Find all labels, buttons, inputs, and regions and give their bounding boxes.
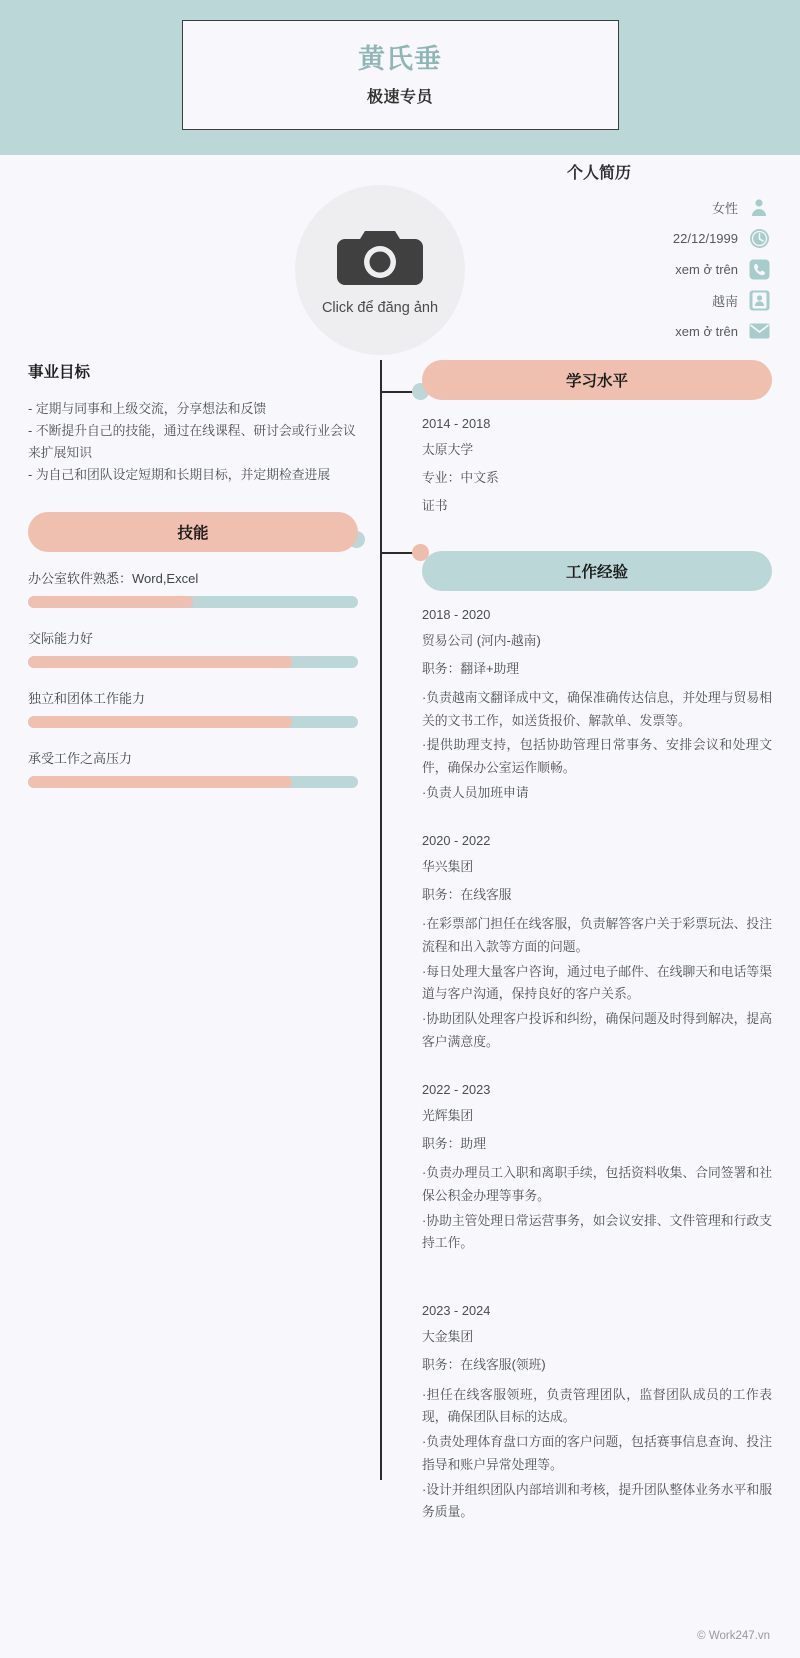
info-row-gender (470, 197, 770, 217)
experience-bullet: ·负责人员加班申请 (422, 785, 529, 800)
personal-info-block (470, 160, 770, 352)
experience-company: 华兴集团 (422, 858, 474, 874)
experience-bullet: ·协助主管处理日常运营事务，如会议安排、文件管理和行政支持工作。 (422, 1212, 772, 1251)
experience-company: 大金集团 (422, 1329, 474, 1345)
name-box (182, 20, 619, 130)
skill-label: 交际能力好 (28, 631, 94, 646)
timeline-axis (380, 360, 382, 1480)
info-row-phone (470, 259, 770, 279)
education-date: 2014 - 2018 (422, 416, 491, 431)
skill-bar-track (28, 656, 358, 668)
personal-info-heading: 个人简历 (566, 165, 631, 182)
skills-section-header: 技能 (28, 512, 358, 552)
info-row-nationality (470, 290, 770, 310)
experience-date: 2023 - 2024 (422, 1303, 491, 1319)
header-banner (0, 0, 800, 155)
experience-position: 职务：助理 (422, 1135, 486, 1151)
career-objective-line: - 不断提升自己的技能，通过在线课程、研讨会或行业会议来扩展知识 (28, 423, 356, 460)
contact-card-icon (748, 289, 770, 311)
info-row-email (470, 321, 770, 341)
skill-label: 独立和团体工作能力 (28, 691, 146, 706)
experience-entry (422, 1303, 772, 1524)
info-value-gender: 女性 (711, 200, 738, 216)
footer-credit: © Work247.vn (697, 1630, 770, 1642)
experience-position: 职务：在线客服(领班) (422, 1357, 546, 1373)
info-value-phone: xem ở trên (675, 261, 738, 277)
clock-icon (748, 227, 770, 249)
skill-item (28, 628, 358, 668)
skill-bar-fill (28, 776, 292, 788)
skill-label: 办公室软件熟悉：Word,Excel (28, 571, 199, 586)
education-certificate: 证书 (422, 498, 448, 514)
education-section-header: 学习水平 (422, 360, 772, 400)
education-major: 专业：中文系 (422, 470, 499, 486)
experience-bullet: ·负责越南文翻译成中文，确保准确传达信息，并处理与贸易相关的文书工作，如送货报价、解款单、发票等。 (422, 689, 772, 728)
education-school: 太原大学 (422, 442, 474, 457)
candidate-name: 黄氏垂 (358, 43, 442, 74)
experience-bullet: ·担任在线客服领班，负责管理团队，监督团队成员的工作表现，确保团队目标的达成。 (422, 1386, 772, 1425)
envelope-icon (748, 320, 770, 342)
camera-icon (337, 225, 423, 296)
experience-bullet: ·协助团队处理客户投诉和纠纷，确保问题及时得到解决，提高客户满意度。 (422, 1011, 772, 1049)
experience-bullet: ·提供助理支持，包括协助管理日常事务、安排会议和处理文件，确保办公室运作顺畅。 (422, 737, 772, 776)
experience-section-header: 工作经验 (422, 551, 772, 591)
skill-bar-fill (28, 596, 193, 608)
experience-entry (422, 607, 772, 805)
skill-bar-fill (28, 656, 292, 668)
skill-bar-track (28, 596, 358, 608)
experience-bullet: ·设计并组织团队内部培训和考核，提升团队整体业务水平和服务质量。 (422, 1481, 772, 1520)
left-column (28, 360, 358, 808)
info-value-nationality: 越南 (711, 293, 738, 309)
experience-position: 职务：在线客服 (422, 886, 512, 902)
education-entry (422, 416, 772, 516)
photo-upload-caption: Click để đăng ảnh (321, 299, 439, 316)
experience-date: 2018 - 2020 (422, 606, 491, 622)
phone-icon (748, 258, 770, 280)
experience-bullet: ·负责办理员工入职和离职手续，包括资料收集、合同签署和社保公积金办理等事务。 (422, 1165, 772, 1203)
experience-date: 2022 - 2023 (422, 1081, 491, 1097)
career-objective-line: - 为自己和团队设定短期和长期目标，并定期检查进展 (28, 467, 331, 482)
skill-item (28, 748, 358, 788)
top-info-area (0, 155, 800, 360)
experience-bullet: ·在彩票部门担任在线客服，负责解答客户关于彩票玩法、投注流程和出入款等方面的问题。 (422, 916, 772, 954)
info-row-birthdate (470, 228, 770, 248)
skill-bar-track (28, 716, 358, 728)
skill-item (28, 688, 358, 728)
experience-position: 职务：翻译+助理 (422, 660, 520, 676)
photo-upload-slot[interactable] (295, 185, 465, 355)
experience-bullet: ·每日处理大量客户咨询，通过电子邮件、在线聊天和电话等渠道与客户沟通，保持良好的客户关系。 (422, 963, 772, 1002)
person-icon (748, 196, 770, 218)
skill-label: 承受工作之高压力 (28, 751, 133, 766)
experience-company: 贸易公司 (河内-越南) (422, 632, 541, 648)
experience-entry (422, 833, 772, 1054)
experience-entry (422, 1082, 772, 1255)
career-objective-line: - 定期与同事和上级交流，分享想法和反馈 (28, 401, 267, 416)
skill-bar-track (28, 776, 358, 788)
info-value-birthdate: 22/12/1999 (672, 230, 738, 246)
skill-bar-fill (28, 716, 292, 728)
experience-date: 2020 - 2022 (422, 832, 491, 848)
skill-item (28, 568, 358, 608)
experience-bullet: ·负责处理体育盘口方面的客户问题，包括赛事信息查询、投注指导和账户异常处理等。 (422, 1434, 772, 1472)
candidate-job-title: 极速专员 (366, 89, 433, 107)
career-objective-title: 事业目标 (28, 364, 91, 381)
right-column (422, 360, 772, 1526)
experience-company: 光辉集团 (422, 1107, 474, 1123)
info-value-email: xem ở trên (675, 323, 738, 339)
